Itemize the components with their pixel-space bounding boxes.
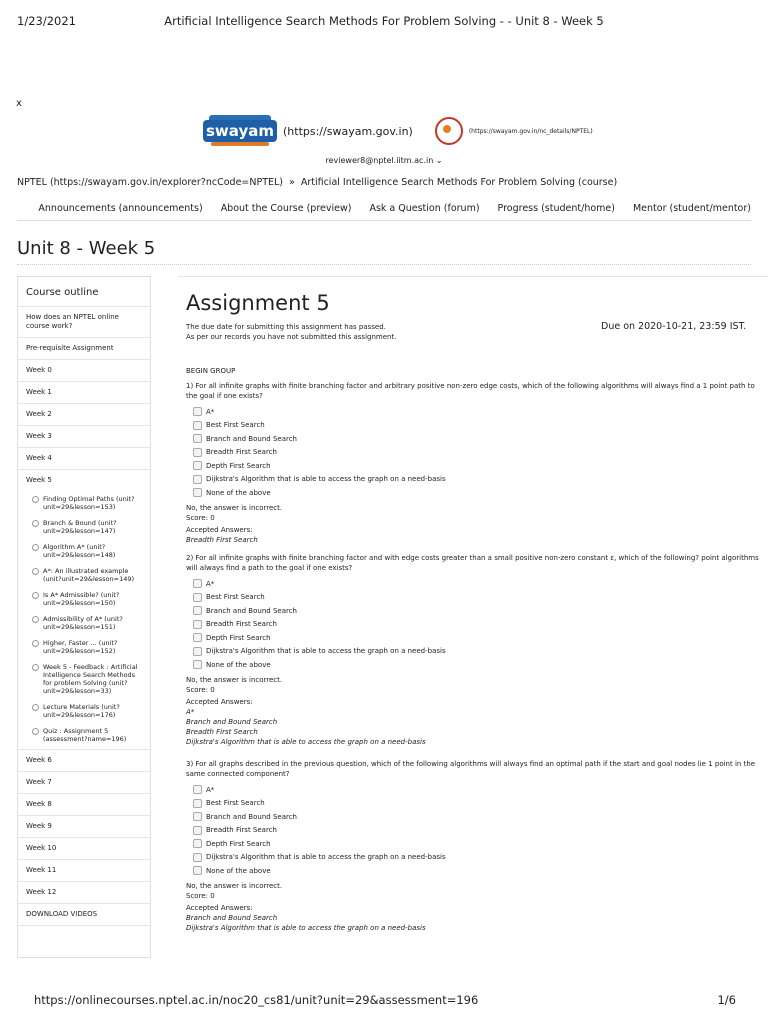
accepted-answer: Dijkstra's Algorithm that is able to access the graph on a need-basis [186, 737, 426, 746]
top-nav [17, 196, 751, 221]
option-label: Dijkstra's Algorithm that is able to access the graph on a need-basis [206, 647, 446, 656]
lesson-label: Higher, Faster ... (unit?unit=29&lesson=152) [43, 639, 118, 655]
checkbox-icon[interactable] [193, 579, 202, 588]
circle-icon [32, 640, 39, 647]
sidebar-lesson[interactable] [18, 611, 150, 635]
page-title: Unit 8 - Week 5 [17, 238, 156, 259]
sidebar-item-week-9[interactable]: Week 9 [18, 816, 150, 838]
option-checkbox[interactable] [178, 446, 768, 460]
question-text: 1) For all infinite graphs with finite branching factor and arbitrary positive non-zero edge costs, which of the following algorithms will always find a 1 point path to the goal if one exists? [186, 382, 755, 400]
checkbox-icon[interactable] [193, 407, 202, 416]
nav-progress[interactable]: Progress (student/home) [497, 202, 615, 214]
option-checkbox[interactable] [178, 486, 768, 500]
score-text: Score: 0 [186, 513, 215, 522]
accepted-answer: Branch and Bound Search [186, 717, 278, 726]
feedback-text: No, the answer is incorrect. [186, 881, 283, 890]
option-checkbox[interactable] [178, 631, 768, 645]
option-label: Dijkstra's Algorithm that is able to access the graph on a need-basis [206, 475, 446, 484]
option-checkbox[interactable] [178, 810, 768, 824]
sidebar-item-download-videos[interactable]: DOWNLOAD VIDEOS [18, 904, 150, 926]
print-title: Artificial Intelligence Search Methods For Problem Solving - - Unit 8 - Week 5 [164, 14, 604, 28]
accepted-answer: Dijkstra's Algorithm that is able to access the graph on a need-basis [186, 923, 426, 932]
print-url: https://onlinecourses.nptel.ac.in/noc20_cs81/unit?unit=29&assessment=196 [34, 993, 479, 1007]
lesson-label: Quiz : Assignment 5 (assessment?name=196) [43, 727, 127, 743]
nav-announcements[interactable]: Announcements (announcements) [38, 202, 203, 214]
due-passed-text: The due date for submitting this assignment has passed. [186, 323, 386, 331]
lesson-label: Lecture Materials (unit?unit=29&lesson=176) [43, 703, 120, 719]
option-checkbox[interactable] [178, 419, 768, 433]
breadcrumb-separator: » [289, 177, 295, 188]
option-label: A* [206, 407, 215, 416]
sidebar-lesson[interactable] [18, 635, 150, 659]
checkbox-icon[interactable] [193, 620, 202, 629]
accepted-answer: Branch and Bound Search [186, 913, 278, 922]
sidebar-lesson[interactable] [18, 587, 150, 611]
sidebar-lesson[interactable] [18, 563, 150, 587]
option-checkbox[interactable] [178, 645, 768, 659]
question-2 [178, 553, 768, 747]
sidebar-item-week-7[interactable]: Week 7 [18, 772, 150, 794]
circle-icon [32, 616, 39, 623]
accepted-answers-label: Accepted Answers: [186, 697, 253, 706]
sidebar-item-week-2[interactable]: Week 2 [18, 404, 150, 426]
sidebar-item-prereq[interactable]: Pre-requisite Assignment [18, 338, 150, 360]
sidebar-lesson[interactable] [18, 491, 150, 515]
accepted-answer: Breadth First Search [186, 727, 258, 736]
option-checkbox[interactable] [178, 591, 768, 605]
option-label: A* [206, 579, 215, 588]
circle-icon [32, 664, 39, 671]
option-checkbox[interactable] [178, 473, 768, 487]
checkbox-icon[interactable] [193, 853, 202, 862]
checkbox-icon[interactable] [193, 475, 202, 484]
circle-icon [32, 728, 39, 735]
option-label: Dijkstra's Algorithm that is able to access the graph on a need-basis [206, 853, 446, 862]
option-checkbox[interactable] [178, 459, 768, 473]
course-outline-sidebar [17, 276, 151, 958]
swayam-logo-text: swayam [203, 120, 277, 142]
checkbox-icon[interactable] [193, 448, 202, 457]
checkbox-icon[interactable] [193, 785, 202, 794]
sidebar-item-week-6[interactable]: Week 6 [18, 750, 150, 772]
circle-icon [32, 568, 39, 575]
lesson-label: Finding Optimal Paths (unit?unit=29&lesson=153) [43, 495, 135, 511]
checkbox-icon[interactable] [193, 421, 202, 430]
sidebar-lesson[interactable] [18, 515, 150, 539]
accepted-answer: A* [186, 707, 195, 716]
checkbox-icon[interactable] [193, 799, 202, 808]
sidebar-lesson[interactable] [18, 699, 150, 723]
logo-row [203, 113, 593, 149]
due-date: Due on 2020-10-21, 23:59 IST. [601, 321, 747, 332]
assignment-panel [178, 276, 768, 957]
option-label: None of the above [206, 488, 271, 497]
checkbox-icon[interactable] [193, 812, 202, 821]
swayam-logo-icon[interactable] [203, 115, 277, 147]
option-label: A* [206, 785, 215, 794]
accepted-answers-label: Accepted Answers: [186, 525, 253, 534]
question-text: 2) For all infinite graphs with finite branching factor and with edge costs greater than a small positive non-zero constant ε, which of the following? point algorithms will always find a path to the goal if one exists? [186, 554, 759, 572]
lesson-label: Algorithm A* (unit?unit=29&lesson=148) [43, 543, 116, 559]
score-text: Score: 0 [186, 685, 215, 694]
checkbox-icon[interactable] [193, 826, 202, 835]
accepted-answers-label: Accepted Answers: [186, 903, 253, 912]
sidebar-item-week-1[interactable]: Week 1 [18, 382, 150, 404]
lesson-label: Is A* Admissible? (unit?unit=29&lesson=150) [43, 591, 120, 607]
sidebar-item-how-it-works[interactable]: How does an NPTEL online course work? [18, 307, 150, 338]
lesson-label: Branch & Bound (unit?unit=29&lesson=147) [43, 519, 117, 535]
option-label: None of the above [206, 866, 271, 875]
assignment-title: Assignment 5 [186, 291, 330, 315]
not-submitted-text: As per our records you have not submitted this assignment. [186, 333, 397, 341]
option-checkbox[interactable] [178, 577, 768, 591]
option-label: Best First Search [206, 593, 265, 602]
accepted-answer: Breadth First Search [186, 535, 258, 544]
option-label: Breadth First Search [206, 620, 277, 629]
circle-icon [32, 544, 39, 551]
checkbox-icon[interactable] [193, 866, 202, 875]
checkbox-icon[interactable] [193, 488, 202, 497]
checkbox-icon[interactable] [193, 660, 202, 669]
sidebar-lesson[interactable] [18, 539, 150, 563]
lesson-label: Week 5 - Feedback : Artificial Intelligence Search Methods for problem Solving (unit?unit=29&lesson=33) [43, 663, 138, 695]
option-checkbox[interactable] [178, 851, 768, 865]
sidebar-item-week-4[interactable]: Week 4 [18, 448, 150, 470]
option-label: Depth First Search [206, 633, 271, 642]
nav-about[interactable]: About the Course (preview) [220, 202, 352, 214]
option-checkbox[interactable] [178, 783, 768, 797]
close-icon[interactable]: x [16, 98, 22, 109]
feedback-text: No, the answer is incorrect. [186, 675, 283, 684]
option-label: None of the above [206, 660, 271, 669]
option-label: Best First Search [206, 799, 265, 808]
course-outline-heading: Course outline [18, 277, 150, 307]
lesson-label: A*: An illustrated example (unit?unit=29&lesson=149) [43, 567, 135, 583]
breadcrumb-course[interactable]: Artificial Intelligence Search Methods For Problem Solving (course) [300, 177, 618, 188]
print-page-number: 1/6 [717, 993, 736, 1007]
option-label: Branch and Bound Search [206, 812, 297, 821]
sidebar-item-week-5[interactable]: Week 5 [26, 476, 52, 484]
option-label: Best First Search [206, 421, 265, 430]
nav-ask-question[interactable]: Ask a Question (forum) [369, 202, 480, 214]
option-checkbox[interactable] [178, 405, 768, 419]
sidebar-item-week-3[interactable]: Week 3 [18, 426, 150, 448]
sidebar-item-week-11[interactable]: Week 11 [18, 860, 150, 882]
sidebar-item-week-12[interactable]: Week 12 [18, 882, 150, 904]
divider [17, 264, 751, 265]
question-3 [178, 759, 768, 933]
option-checkbox[interactable] [178, 604, 768, 618]
checkbox-icon[interactable] [193, 461, 202, 470]
question-1 [178, 381, 768, 545]
option-label: Depth First Search [206, 461, 271, 470]
lesson-label: Admissibility of A* (unit?unit=29&lesson=151) [43, 615, 123, 631]
nav-mentor[interactable]: Mentor (student/mentor) [632, 202, 751, 214]
option-checkbox[interactable] [178, 618, 768, 632]
begin-group-label: BEGIN GROUP [186, 367, 236, 375]
sidebar-lesson[interactable] [18, 723, 150, 750]
sidebar-item-week-0[interactable]: Week 0 [18, 360, 150, 382]
breadcrumb [17, 177, 617, 188]
question-text: 3) For all graphs described in the previous question, which of the following algorithms will always find an optimal path if the start and goal nodes lie 1 point in the same connected component? [186, 760, 756, 778]
print-footer [34, 993, 768, 1007]
option-checkbox[interactable] [178, 797, 768, 811]
option-label: Breadth First Search [206, 826, 277, 835]
option-checkbox[interactable] [178, 837, 768, 851]
print-date: 1/23/2021 [17, 14, 76, 28]
option-label: Branch and Bound Search [206, 434, 297, 443]
sidebar-item-week-8[interactable]: Week 8 [18, 794, 150, 816]
feedback-text: No, the answer is incorrect. [186, 503, 283, 512]
circle-icon [32, 520, 39, 527]
option-checkbox[interactable] [178, 824, 768, 838]
circle-icon [32, 592, 39, 599]
nptel-link[interactable]: (https://swayam.gov.in/nc_details/NPTEL) [468, 127, 593, 135]
score-text: Score: 0 [186, 891, 215, 900]
swayam-link[interactable]: (https://swayam.gov.in) [283, 124, 413, 138]
option-checkbox[interactable] [178, 658, 768, 672]
sidebar-lesson[interactable] [18, 659, 150, 699]
option-label: Depth First Search [206, 839, 271, 848]
checkbox-icon[interactable] [193, 839, 202, 848]
user-menu[interactable]: reviewer8@nptel.iitm.ac.in ⌄ [325, 156, 443, 165]
checkbox-icon[interactable] [193, 606, 202, 615]
option-label: Breadth First Search [206, 448, 277, 457]
checkbox-icon[interactable] [193, 593, 202, 602]
option-checkbox[interactable] [178, 432, 768, 446]
checkbox-icon[interactable] [193, 434, 202, 443]
circle-icon [32, 496, 39, 503]
nptel-logo-icon[interactable] [435, 117, 463, 145]
checkbox-icon[interactable] [193, 633, 202, 642]
sidebar-item-week-10[interactable]: Week 10 [18, 838, 150, 860]
circle-icon [32, 704, 39, 711]
breadcrumb-root[interactable]: NPTEL (https://swayam.gov.in/explorer?ncCode=NPTEL) [17, 177, 284, 188]
checkbox-icon[interactable] [193, 647, 202, 656]
option-label: Branch and Bound Search [206, 606, 297, 615]
option-checkbox[interactable] [178, 864, 768, 878]
